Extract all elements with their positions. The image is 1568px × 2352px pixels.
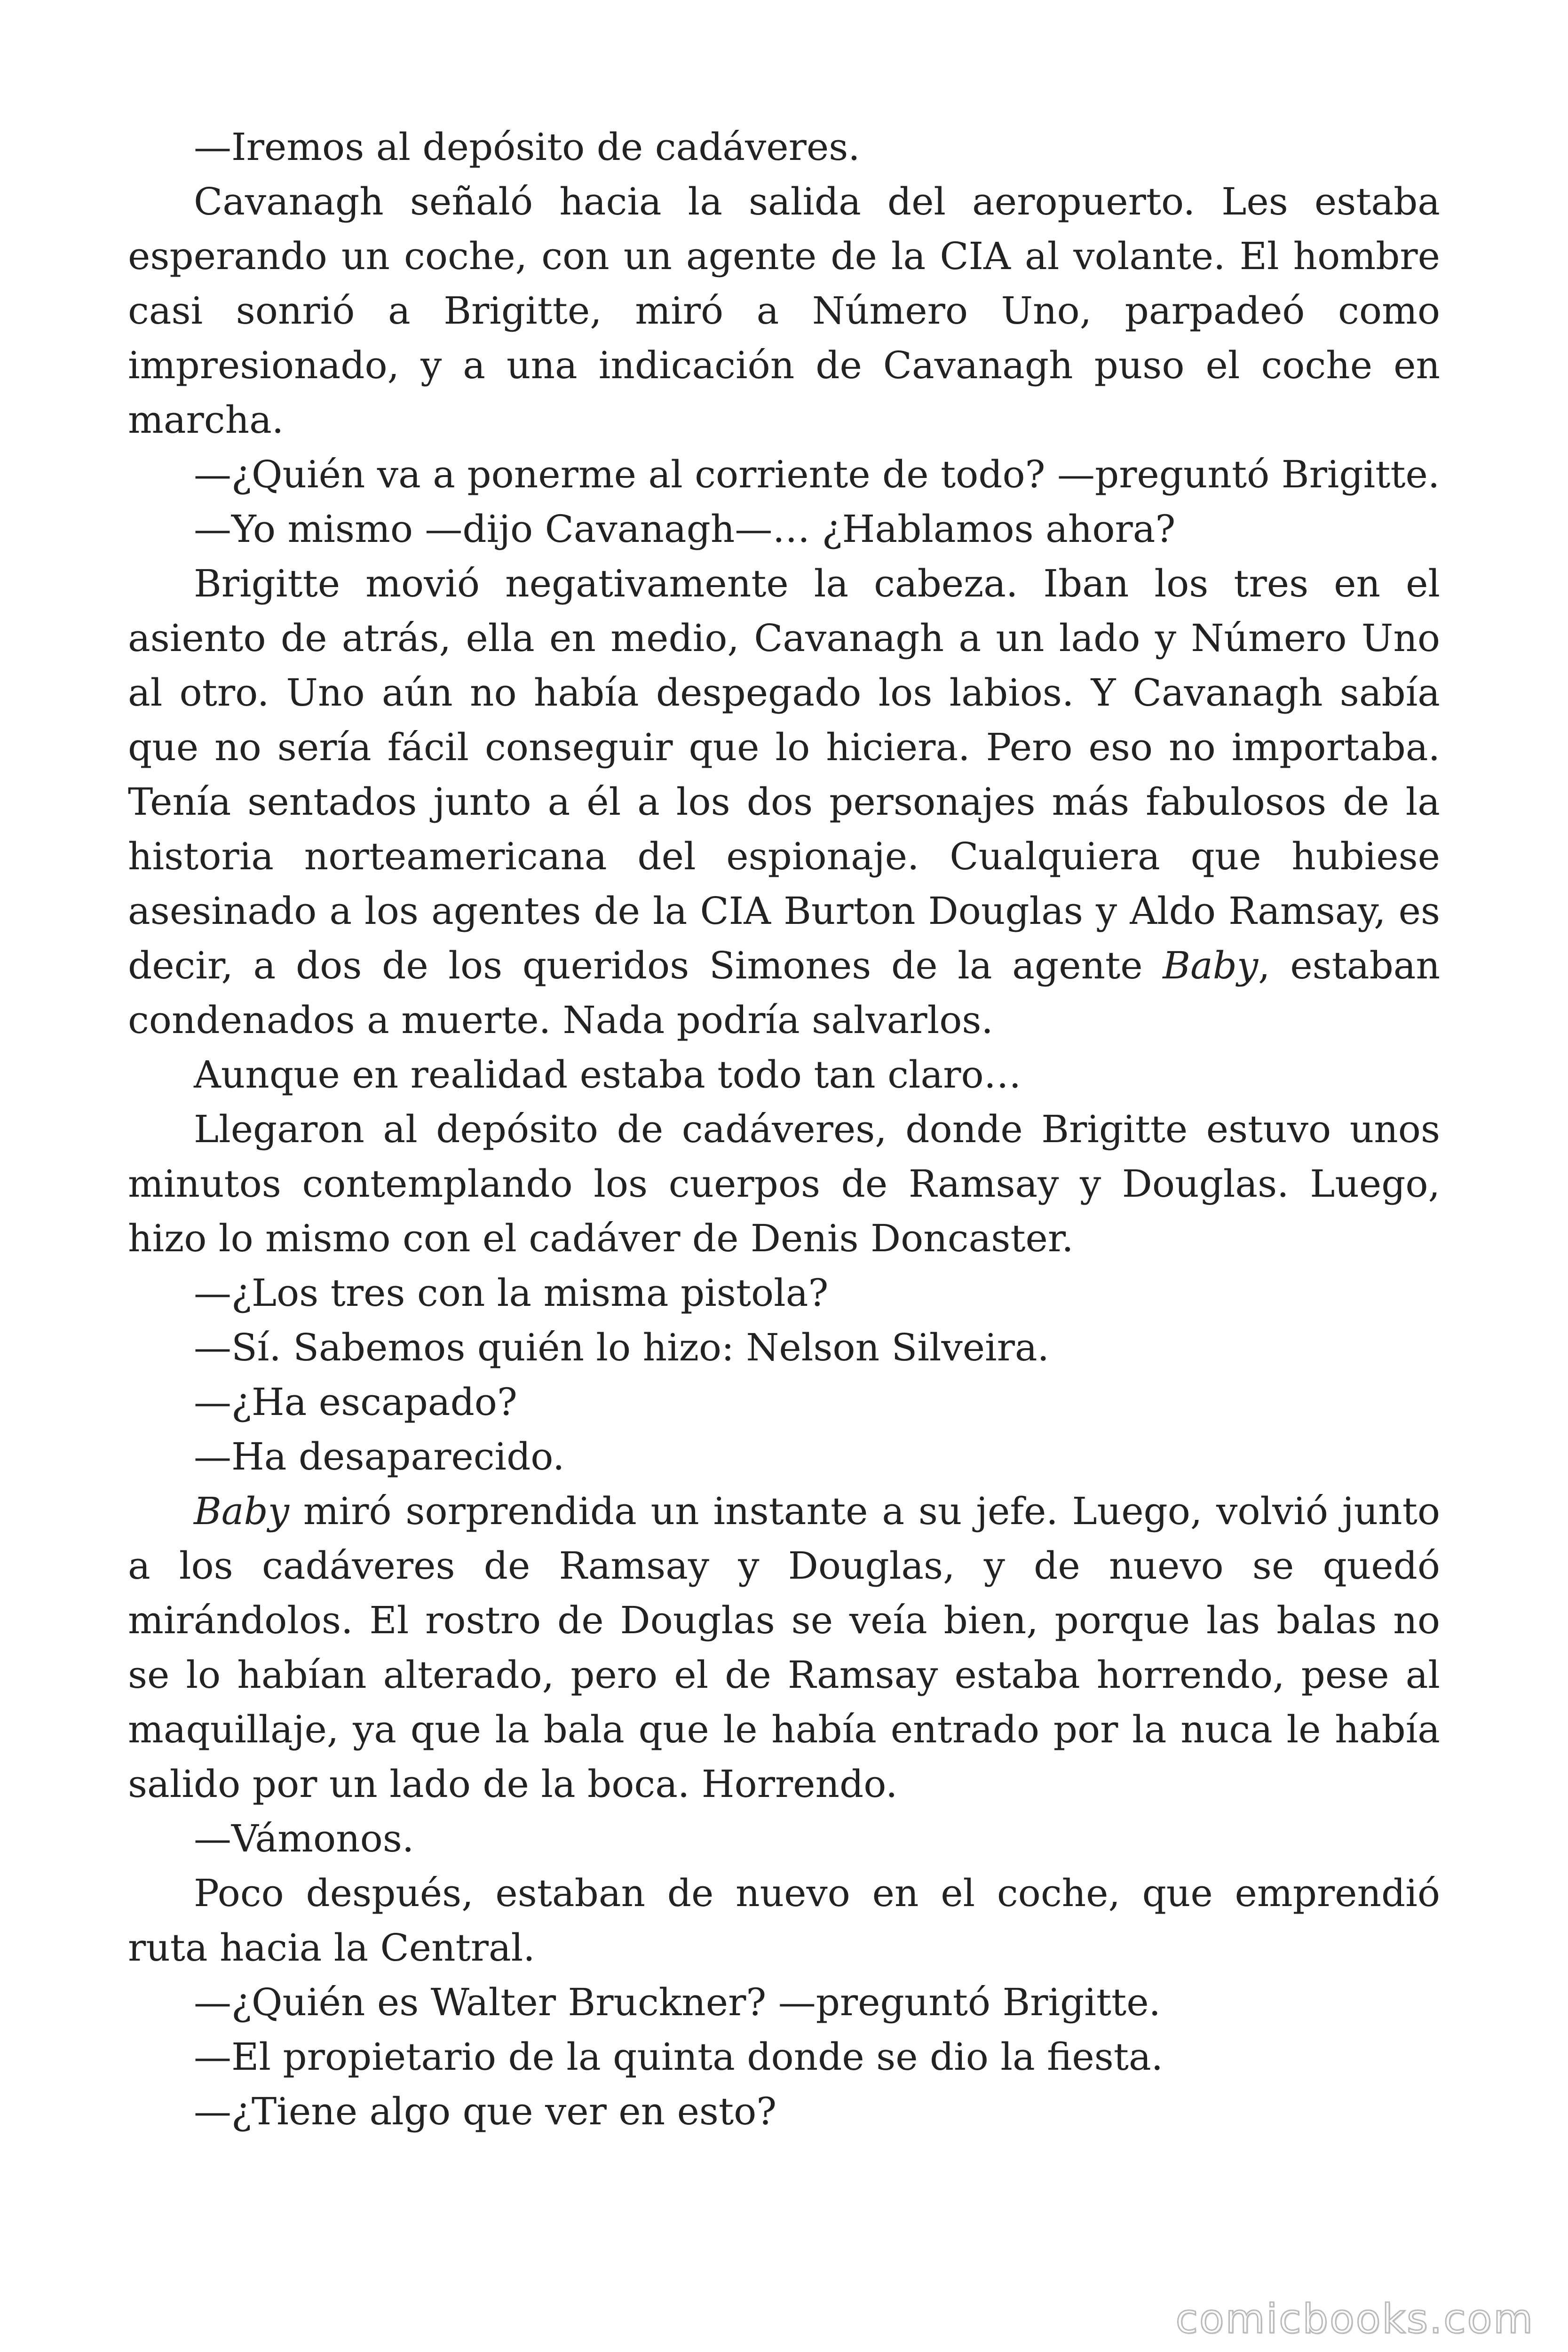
watermark: comicbooks.com	[1175, 2296, 1534, 2343]
paragraph-text: Llegaron al depósito de cadáveres, donde Brigitte estuvo unos minutos contemplando los cuerpos de Ramsay y Douglas. Luego, hizo lo mismo con el cadáver de Denis Doncaster.	[128, 1107, 1440, 1260]
paragraph-text: miró sorprendida un instante a su jefe. Luego, volvió junto a los cadáveres de Ramsay y Douglas, y de nuevo se quedó mirándolos. El rostro de Douglas se veía bien, porque las balas no se lo habían alterado, pero el de Ramsay estaba horrendo, pese al maquillaje, ya que la bala que le había entrado por la nuca le había salido por un lado de la boca. Horrendo.	[128, 1489, 1440, 1806]
paragraph	[128, 1430, 1440, 1484]
paragraph-text: —Iremos al depósito de cadáveres.	[194, 125, 860, 169]
paragraph-text: Aunque en realidad estaba todo tan claro…	[194, 1053, 1022, 1097]
paragraph	[128, 502, 1440, 556]
paragraph-text: —¿Quién es Walter Bruckner? —preguntó Brigitte.	[194, 1980, 1161, 2024]
italic-name: Baby	[194, 1489, 289, 1533]
paragraph	[128, 1975, 1440, 2030]
paragraph-text: —¿Quién va a ponerme al corriente de todo? —preguntó Brigitte.	[194, 453, 1440, 496]
paragraph	[128, 1102, 1440, 1266]
paragraph-text: , estaban condenados a muerte. Nada podría salvarlos.	[128, 944, 1440, 1042]
italic-name: Baby	[1163, 944, 1259, 987]
paragraph	[128, 1320, 1440, 1375]
paragraph	[128, 447, 1440, 502]
paragraph-text: —Sí. Sabemos quién lo hizo: Nelson Silveira.	[194, 1326, 1049, 1369]
paragraph	[128, 175, 1440, 447]
paragraph	[128, 1048, 1440, 1102]
paragraph	[128, 1266, 1440, 1320]
paragraph-text: Poco después, estaban de nuevo en el coche, que emprendió ruta hacia la Central.	[128, 1871, 1440, 1970]
paragraph-text: —El propietario de la quinta donde se dio la fiesta.	[194, 2035, 1164, 2079]
paragraph-text: Cavanagh señaló hacia la salida del aeropuerto. Les estaba esperando un coche, con un agente de la CIA al volante. El hombre casi sonrió a Brigitte, miró a Número Uno, parpadeó como impresionado, y a una indicación de Cavanagh puso el coche en marcha.	[128, 180, 1440, 442]
paragraph	[128, 1812, 1440, 1866]
paragraph-text: —Yo mismo —dijo Cavanagh—… ¿Hablamos ahora?	[194, 507, 1176, 551]
paragraph-text: —¿Ha escapado?	[194, 1380, 517, 1424]
book-page-text	[128, 120, 1440, 2139]
paragraph	[128, 1866, 1440, 1975]
paragraph-text: Brigitte movió negativamente la cabeza. Iban los tres en el asiento de atrás, ella en medio, Cavanagh a un lado y Número Uno al otro. Uno aún no había despegado los labios. Y Cavanagh sabía que no sería fácil conseguir que lo hiciera. Pero eso no importaba. Tenía sentados junto a él a los dos personajes más fabulosos de la historia norteamericana del espionaje. Cualquiera que hubiese asesinado a los agentes de la CIA Burton Douglas y Aldo Ramsay, es decir, a dos de los queridos Simones de la agente	[128, 562, 1440, 987]
paragraph-text: —Vámonos.	[194, 1817, 414, 1860]
paragraph-text: —¿Los tres con la misma pistola?	[194, 1271, 829, 1315]
paragraph	[128, 1375, 1440, 1430]
paragraph-text: —Ha desaparecido.	[194, 1435, 565, 1478]
paragraph	[128, 2030, 1440, 2084]
paragraph	[128, 2084, 1440, 2139]
paragraph	[128, 1484, 1440, 1812]
paragraph	[128, 120, 1440, 175]
paragraph-text: —¿Tiene algo que ver en esto?	[194, 2090, 777, 2133]
paragraph	[128, 556, 1440, 1048]
